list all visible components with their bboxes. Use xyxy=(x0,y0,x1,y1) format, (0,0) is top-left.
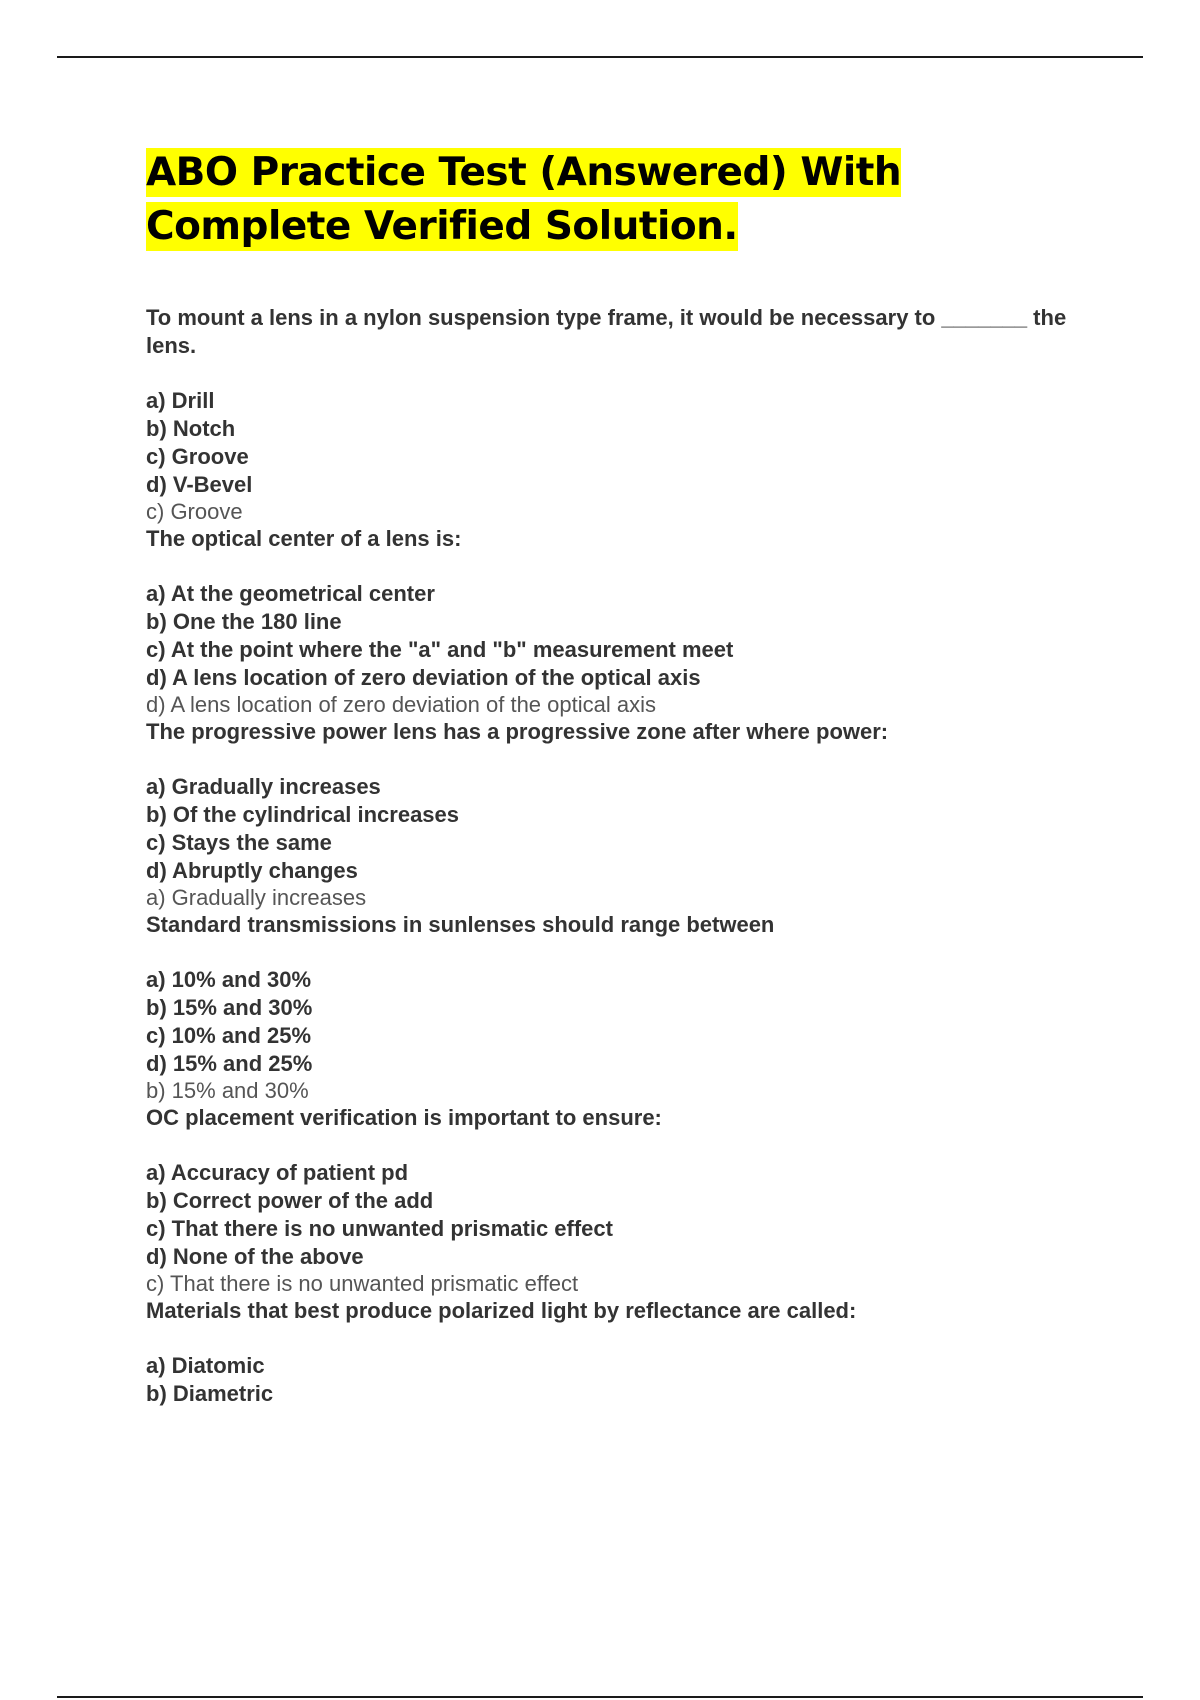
option: b) 15% and 30% xyxy=(146,995,313,1020)
option: a) Gradually increases xyxy=(146,774,381,799)
option: d) V-Bevel xyxy=(146,472,253,497)
document-title xyxy=(146,146,1096,254)
answer-text: a) Gradually increases xyxy=(146,885,367,910)
question-block xyxy=(146,1297,1096,1408)
option: d) None of the above xyxy=(146,1244,364,1269)
question-list xyxy=(146,304,1096,1408)
answer-text: c) Groove xyxy=(146,499,243,524)
answer-text: b) 15% and 30% xyxy=(146,1078,309,1103)
option: d) 15% and 25% xyxy=(146,1051,313,1076)
question-text: Materials that best produce polarized light by reflectance are called: xyxy=(146,1298,857,1323)
option: b) Correct power of the add xyxy=(146,1188,434,1213)
option: c) At the point where the "a" and "b" measurement meet xyxy=(146,637,734,662)
option: c) Stays the same xyxy=(146,830,332,855)
option: a) Accuracy of patient pd xyxy=(146,1160,409,1185)
option: a) 10% and 30% xyxy=(146,967,312,992)
question-block xyxy=(146,304,1096,525)
document-body xyxy=(146,146,1096,1408)
answer-text: c) That there is no unwanted prismatic effect xyxy=(146,1271,579,1296)
option: d) Abruptly changes xyxy=(146,858,358,883)
option: b) Of the cylindrical increases xyxy=(146,802,460,827)
title-highlight: ABO Practice Test (Answered) With Complete Verified Solution. xyxy=(146,150,902,249)
question-block xyxy=(146,1104,1096,1297)
question-block xyxy=(146,718,1096,911)
option: c) 10% and 25% xyxy=(146,1023,312,1048)
top-rule xyxy=(57,56,1143,58)
question-block xyxy=(146,911,1096,1104)
option: a) Drill xyxy=(146,388,215,413)
question-text: The optical center of a lens is: xyxy=(146,526,462,551)
option: d) A lens location of zero deviation of the optical axis xyxy=(146,665,701,690)
bottom-rule xyxy=(57,1696,1143,1698)
question-text: OC placement verification is important to ensure: xyxy=(146,1105,662,1130)
question-text: To mount a lens in a nylon suspension type frame, it would be necessary to _______ the lens. xyxy=(146,305,1067,358)
answer-text: d) A lens location of zero deviation of the optical axis xyxy=(146,692,656,717)
option: b) Diametric xyxy=(146,1381,274,1406)
question-text: Standard transmissions in sunlenses should range between xyxy=(146,912,775,937)
option: c) Groove xyxy=(146,444,249,469)
option: a) Diatomic xyxy=(146,1353,265,1378)
question-block xyxy=(146,525,1096,718)
option: c) That there is no unwanted prismatic effect xyxy=(146,1216,613,1241)
option: a) At the geometrical center xyxy=(146,581,435,606)
question-text: The progressive power lens has a progressive zone after where power: xyxy=(146,719,889,744)
option: b) Notch xyxy=(146,416,236,441)
option: b) One the 180 line xyxy=(146,609,342,634)
